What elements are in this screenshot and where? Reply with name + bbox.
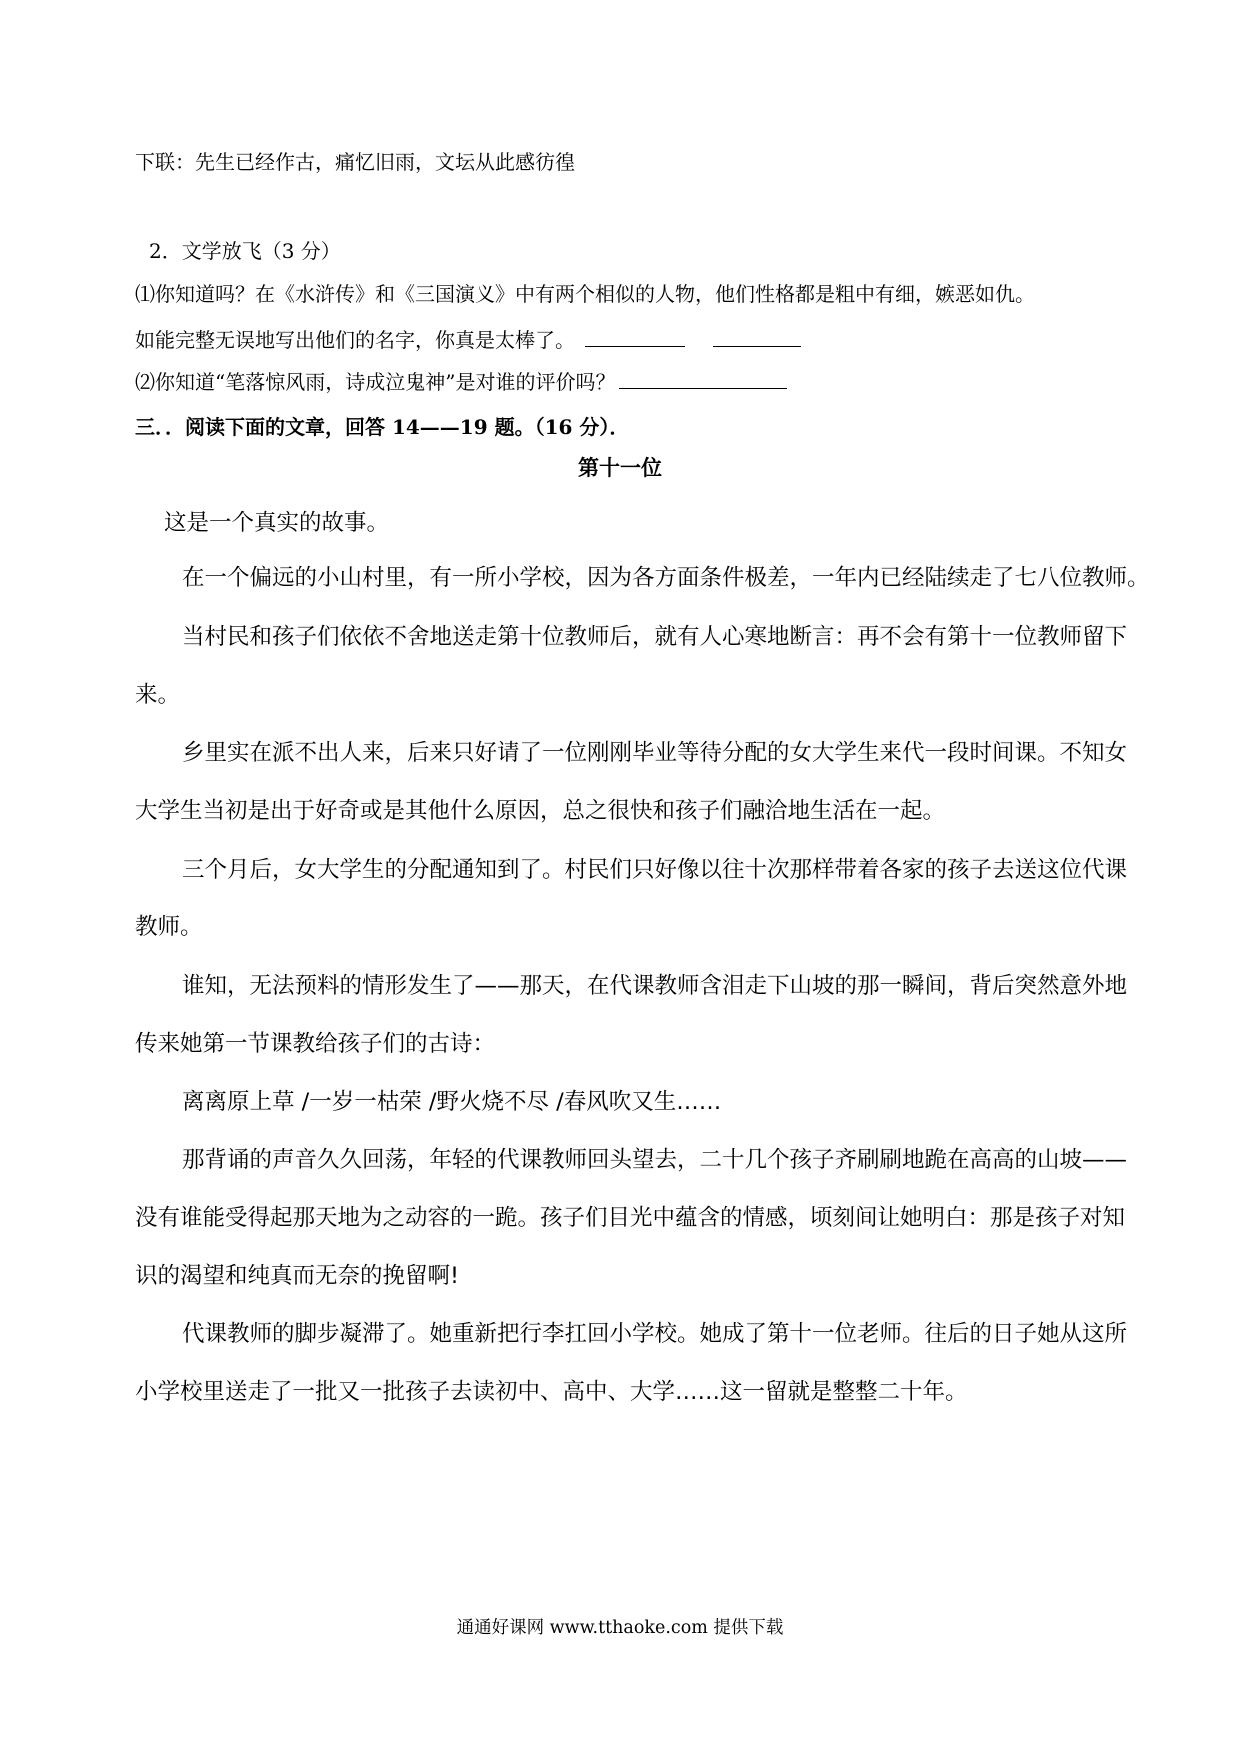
question-2 <box>135 366 787 395</box>
article-line: 这是一个真实的故事。 <box>164 510 390 536</box>
article-line: 小学校里送走了一批又一批孩子去读初中、高中、大学……这一留就是整整二十年。 <box>135 1379 968 1405</box>
article-line: 那背诵的声音久久回荡，年轻的代课教师回头望去，二十几个孩子齐刷刷地跪在高高的山坡—— <box>182 1147 1128 1173</box>
answer-blank-3[interactable] <box>619 368 787 389</box>
answer-blank-1[interactable] <box>585 326 685 347</box>
article-line: 没有谁能受得起那天地为之动容的一跪。孩子们目光中蕴含的情感，顷刻间让她明白：那是孩子对知 <box>135 1205 1126 1231</box>
page-footer: 通通好课网 www.tthaoke.com 提供下载 <box>456 1618 784 1638</box>
article-line: 谁知，无法预料的情形发生了——那天，在代课教师含泪走下山坡的那一瞬间，背后突然意外地 <box>182 973 1128 999</box>
section2-heading: 2．文学放飞（3 分） <box>149 239 341 263</box>
article-line: 代课教师的脚步凝滞了。她重新把行李扛回小学校。她成了第十一位老师。往后的日子她从这所 <box>182 1321 1128 1347</box>
article-line: 当村民和孩子们依依不舍地送走第十位教师后，就有人心寒地断言：再不会有第十一位教师留下 <box>182 624 1128 650</box>
couplet-lower: 下联：先生已经作古，痛忆旧雨，文坛从此感彷徨 <box>135 150 575 174</box>
article-line: 三个月后，女大学生的分配通知到了。村民们只好像以往十次那样带着各家的孩子去送这位代课 <box>182 857 1128 883</box>
article-title: 第十一位 <box>578 455 662 480</box>
article-line: 乡里实在派不出人来，后来只好请了一位刚刚毕业等待分配的女大学生来代一段时间课。不知女 <box>182 740 1128 766</box>
article-line: 识的渴望和纯真而无奈的挽留啊! <box>135 1263 460 1289</box>
question-2-text: ⑵你知道“笔落惊风雨，诗成泣鬼神”是对谁的评价吗？ <box>135 370 616 394</box>
answer-blank-2[interactable] <box>713 326 801 347</box>
question-1-line-2 <box>135 324 801 353</box>
section3-heading: 三．．阅读下面的文章，回答 14——19 题。（16 分）． <box>135 415 630 439</box>
article-line: 教师。 <box>135 914 203 940</box>
article-line: 大学生当初是出于好奇或是其他什么原因，总之很快和孩子们融洽地生活在一起。 <box>135 798 946 824</box>
question-1-text: 如能完整无误地写出他们的名字，你真是太棒了。 <box>135 328 575 352</box>
article-line: 传来她第一节课教给孩子们的古诗： <box>135 1031 496 1057</box>
article-line: 来。 <box>135 682 181 708</box>
article-line: 离离原上草 /一岁一枯荣 /野火烧不尽 /春风吹又生…… <box>182 1089 722 1115</box>
question-1-line-1: ⑴你知道吗？在《水浒传》和《三国演义》中有两个相似的人物，他们性格都是粗中有细，嫉恶如仇。 <box>135 282 1035 306</box>
article-line: 在一个偏远的小山村里，有一所小学校，因为各方面条件极差，一年内已经陆续走了七八位教师。 <box>182 565 1150 591</box>
